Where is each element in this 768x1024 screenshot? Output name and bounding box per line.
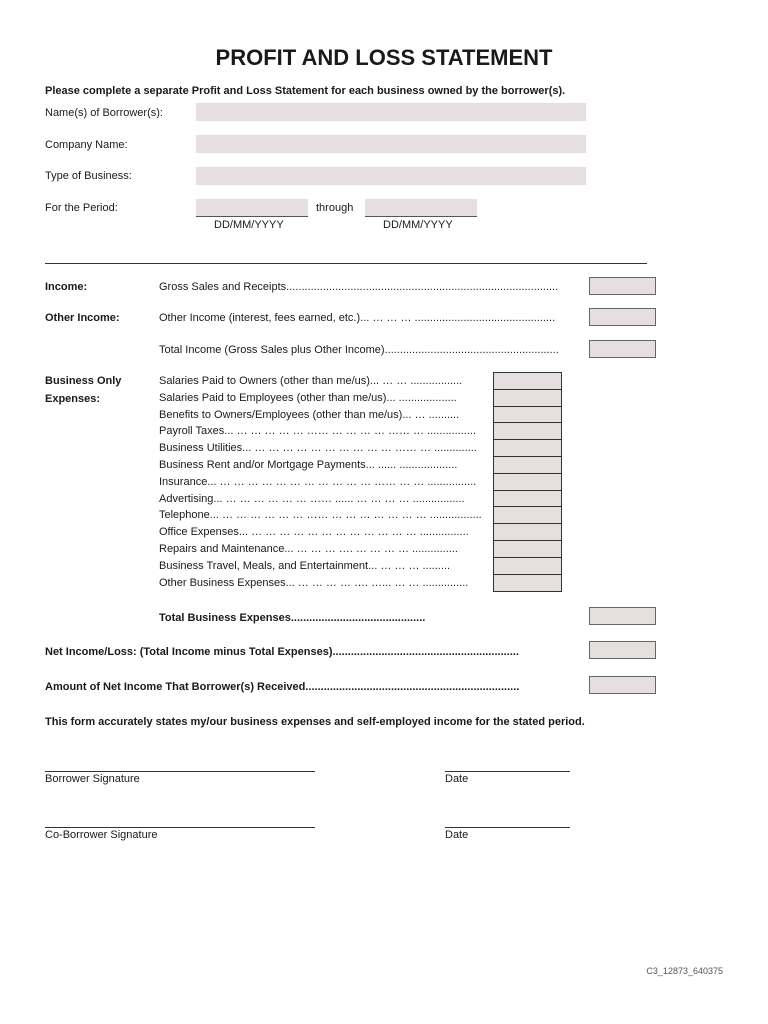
period-start-field[interactable] [196,199,308,217]
expense-item-label: Advertising... … … … … … … …… ...... … … … … ................. [159,492,465,505]
expense-amount-field[interactable] [494,407,561,424]
expense-amount-field[interactable] [494,507,561,524]
company-name-label: Company Name: [45,139,128,151]
co-borrower-date-line[interactable] [445,827,570,828]
total-income-label: Total Income (Gross Sales plus Other Income)......................................................... [159,344,559,356]
expense-amount-field[interactable] [494,440,561,457]
borrower-date-label: Date [445,773,469,785]
gross-sales-label: Gross Sales and Receipts......................................................................................... [159,281,559,293]
amount-received-label: Amount of Net Income That Borrower(s) Received...................................................................... [45,681,520,693]
expense-item-label: Business Utilities... … … … … … … … … … … …… … .............. [159,442,477,455]
expense-item-label: Payroll Taxes... … … … … … …… … … … … …… … ................ [159,425,477,438]
document-code: C3_12873_640375 [646,966,723,976]
expense-item-label: Repairs and Maintenance... … … … …. … … … … ............... [159,542,458,555]
period-end-field[interactable] [365,199,477,217]
net-income-field[interactable] [589,641,656,659]
expense-item-label: Benefits to Owners/Employees (other than me/us)... … .......... [159,408,460,421]
expense-amount-field[interactable] [494,373,561,390]
other-income-label: Other Income (interest, fees earned, etc.)... … … … .............................................. [159,312,556,324]
expense-amount-field[interactable] [494,423,561,440]
total-expenses-field[interactable] [589,607,656,625]
expenses-label-line1: Business Only [45,375,122,387]
co-borrower-signature-line[interactable] [45,827,315,828]
co-borrower-signature-label: Co-Borrower Signature [45,829,158,841]
business-type-label: Type of Business: [45,170,132,182]
expense-item-label: Other Business Expenses... … … … … …. …... … … ............... [159,576,469,589]
gross-sales-field[interactable] [589,277,656,295]
expense-amount-field[interactable] [494,558,561,575]
expense-item-label: Salaries Paid to Employees (other than me/us)... ................... [159,391,457,404]
business-type-field[interactable] [196,167,586,185]
end-date-format: DD/MM/YYYY [383,219,453,231]
through-label: through [316,202,354,214]
page-title: PROFIT AND LOSS STATEMENT [215,45,553,70]
other-income-field[interactable] [589,308,656,326]
borrower-names-label: Name(s) of Borrower(s): [45,107,163,119]
total-income-field[interactable] [589,340,656,358]
expense-amount-field[interactable] [494,524,561,541]
borrower-names-field[interactable] [196,103,586,121]
period-label: For the Period: [45,202,118,214]
expense-item-label: Business Rent and/or Mortgage Payments... ...... ................... [159,458,458,471]
other-income-section-label: Other Income: [45,312,120,324]
expense-amount-field[interactable] [494,541,561,558]
start-date-format: DD/MM/YYYY [214,219,284,231]
expense-item-label: Insurance... … … … … … … … … … … … …… … … ................ [159,475,477,488]
company-name-field[interactable] [196,135,586,153]
income-label: Income: [45,281,88,293]
amount-received-field[interactable] [589,676,656,694]
expense-amount-field[interactable] [494,491,561,508]
expense-amount-field[interactable] [494,575,561,592]
expense-items-list [159,375,489,593]
expense-amount-field[interactable] [494,457,561,474]
expense-amount-field[interactable] [494,390,561,407]
expense-item-label: Office Expenses... … … … … … … … … … … … … ................ [159,526,469,539]
expense-item-label: Telephone... … … … … … … …… … … … … … … … ................. [159,509,482,522]
total-expenses-label: Total Business Expenses............................................ [159,612,426,624]
borrower-signature-line[interactable] [45,771,315,772]
expense-item-label: Salaries Paid to Owners (other than me/us)... … … ................. [159,375,463,387]
instructions: Please complete a separate Profit and Loss Statement for each business owned by the borrower(s). [45,85,566,97]
borrower-date-line[interactable] [445,771,570,772]
expense-amounts-column [493,372,562,592]
expenses-label-line2: Expenses: [45,393,101,405]
co-borrower-date-label: Date [445,829,469,841]
certification-statement: This form accurately states my/our business expenses and self-employed income for the stated period. [45,716,585,728]
expense-amount-field[interactable] [494,474,561,491]
section-divider [45,263,647,264]
borrower-signature-label: Borrower Signature [45,773,140,785]
expense-item-label: Business Travel, Meals, and Entertainment... … … … ......... [159,559,451,572]
net-income-label: Net Income/Loss: (Total Income minus Total Expenses)............................................................. [45,646,519,658]
